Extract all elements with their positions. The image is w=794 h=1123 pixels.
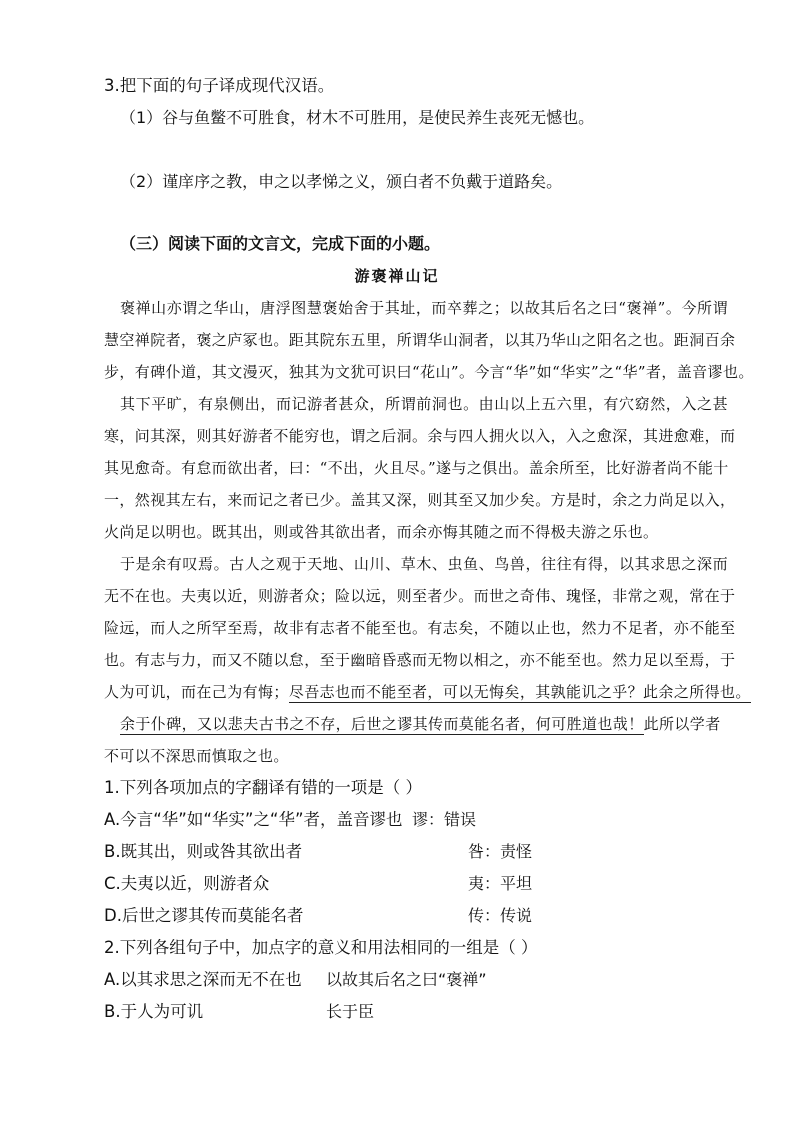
passage-line: 其下平旷，有泉侧出，而记游者甚众，所谓前洞也。由山以上五六里，有穴窈然，入之甚 xyxy=(120,395,728,413)
passage-line: 无不在也。夫夷以近，则游者众；险以远，则至者少。而世之奇伟、瑰怪，非常之观，常在于 xyxy=(104,587,736,605)
passage-line: 火尚足以明也。既其出，则或咎其欲出者，而余亦悔其随之而不得极夫游之乐也。 xyxy=(104,523,659,541)
passage-line: 步，有碑仆道，其文漫灭，独其为文犹可识曰“花山”。今言“华”如“华实”之“华”者，盖音谬也。 xyxy=(104,363,754,381)
passage-text: 人为可讥，而在己为有悔； xyxy=(104,683,289,701)
mcq1-option-c: C.夫夷以近，则游者众 xyxy=(104,874,270,893)
mcq1-option-c-gloss: 夷：平坦 xyxy=(468,874,533,893)
passage-line: 险远，而人之所罕至焉，故非有志者不能至也。有志矣，不随以止也，然力不足者，亦不能至 xyxy=(104,619,736,637)
mcq1-option-d-gloss: 传：传说 xyxy=(468,906,533,925)
mcq1-option-b: B.既其出，则或咎其欲出者 xyxy=(104,842,303,861)
mcq1-option-d: D.后世之谬其传而莫能名者 xyxy=(104,906,304,925)
passage-text: 此所以学者 xyxy=(643,715,721,733)
q3-sentence-2: （2）谨庠序之教，申之以孝悌之义，颁白者不负戴于道路矣。 xyxy=(120,172,563,191)
mcq1-option-a: A.今言“华”如“华实”之“华”者，盖音谬也 xyxy=(104,810,403,829)
passage-line: 褒禅山亦谓之华山，唐浮图慧褒始舍于其址，而卒葬之；以故其后名之曰“褒禅”。今所谓 xyxy=(120,299,728,317)
passage-line: 其见愈奇。有怠而欲出者，曰：“不出，火且尽。”遂与之俱出。盖余所至，比好游者尚不能十 xyxy=(104,459,729,477)
mcq2-option-b-left: B.于人为可讥 xyxy=(104,1002,204,1021)
passage-line: 一，然视其左右，来而记之者已少。盖其又深，则其至又加少矣。方是时，余之力尚足以入， xyxy=(104,491,736,509)
underlined-sentence: 尽吾志也而不能至者，可以无悔矣，其孰能讥之乎？此余之所得也。 xyxy=(288,683,751,701)
passage-line: 于是余有叹焉。古人之观于天地、山川、草木、虫鱼、鸟兽，往往有得，以其求思之深而 xyxy=(120,555,728,573)
mcq2-option-a-left: A.以其求思之深而无不在也 xyxy=(104,970,302,989)
section-heading: （三）阅读下面的文言文，完成下面的小题。 xyxy=(120,234,441,253)
q3-heading: 3.把下面的句子译成现代汉语。 xyxy=(104,76,335,95)
passage-line: 慧空禅院者，褒之庐冢也。距其院东五里，所谓华山洞者，以其乃华山之阳名之也。距洞百余 xyxy=(104,331,736,349)
mcq1-stem: 1.下列各项加点的字翻译有错的一项是（ ） xyxy=(104,778,422,797)
passage-line-mixed xyxy=(104,682,751,702)
underlined-sentence: 余于仆碑，又以悲夫古书之不存，后世之谬其传而莫能名者，何可胜道也哉！ xyxy=(120,715,644,733)
q3-sentence-1: （1）谷与鱼鳖不可胜食，材木不可胜用，是使民养生丧死无憾也。 xyxy=(120,108,595,127)
passage-title: 游褒禅山记 xyxy=(354,267,440,285)
passage-line: 寒，问其深，则其好游者不能穷也，谓之后洞。余与四人拥火以入，入之愈深，其进愈难，而 xyxy=(104,427,736,445)
mcq1-option-b-gloss: 咎：责怪 xyxy=(468,842,533,861)
mcq1-option-a-gloss: 谬：错误 xyxy=(412,810,477,829)
mcq2-stem: 2.下列各组句子中，加点字的意义和用法相同的一组是（ ） xyxy=(104,938,538,957)
passage-line: 不可以不深思而慎取之也。 xyxy=(104,747,289,765)
passage-line-mixed xyxy=(120,714,728,734)
passage-line: 也。有志与力，而又不随以怠，至于幽暗昏惑而无物以相之，亦不能至也。然力足以至焉，于 xyxy=(104,651,736,669)
mcq2-option-b-right: 长于臣 xyxy=(326,1002,375,1021)
mcq2-option-a-right: 以故其后名之曰“褒禅” xyxy=(326,970,487,989)
